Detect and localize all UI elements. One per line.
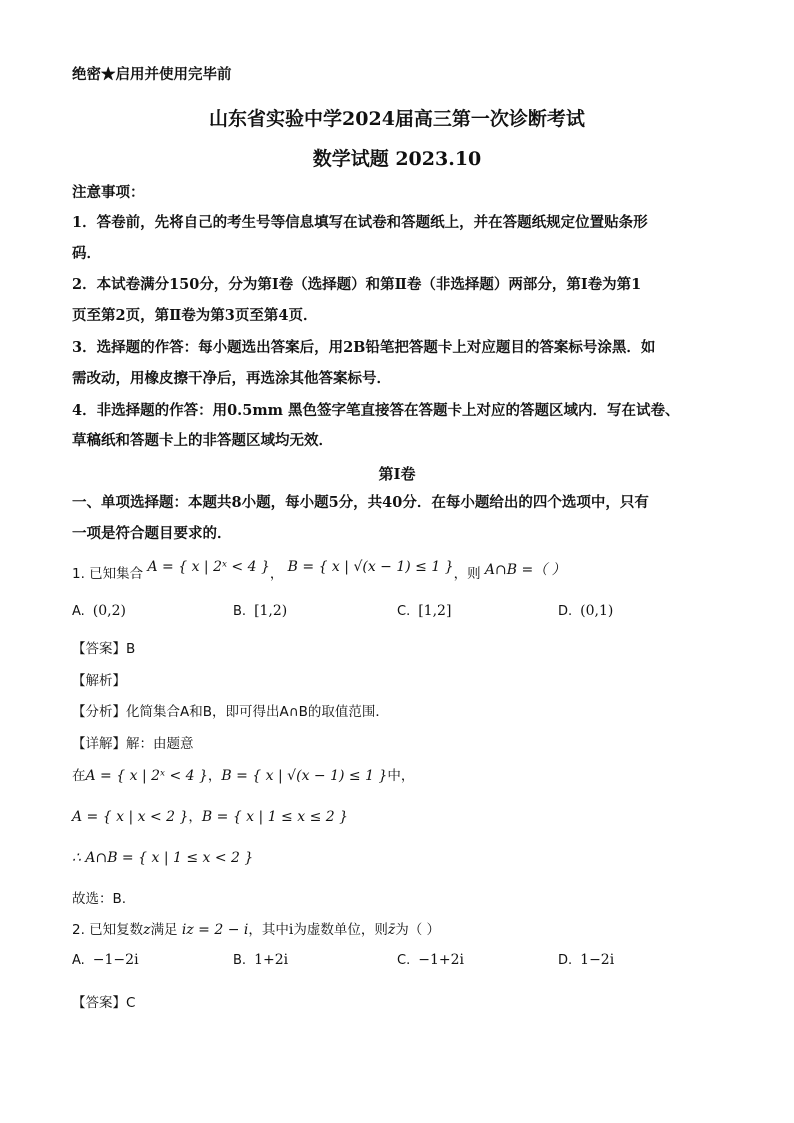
q2-option-a: A. −1−2i [72,952,139,968]
q1-solution-line-1: 在A = { x | 2ˣ < 4 }，B = { x | √(x − 1) ≤ 1 }中， [72,768,415,784]
q1-answer: 【答案】B [72,641,136,657]
q1-choose: 故选：B. [72,891,127,907]
question-2-stem: 2. 已知复数z满足 iz = 2 − i，其中i为虚数单位，则z̄为（ ） [72,922,441,938]
q1-set-b: B = { x | √(x − 1) ≤ 1 } [287,559,454,575]
q1-detail: 【详解】解：由题意 [72,736,194,752]
note-4-line-1: 4．非选择题的作答：用0.5mm 黑色签字笔直接答在答题卡上对应的答题区域内．写在试卷、 [72,402,680,419]
notes-heading: 注意事项： [72,184,145,201]
q2-option-c: C. −1+2i [397,952,464,968]
section-instructions-line-2: 一项是符合题目要求的． [72,525,232,542]
q1-fenxi: 【分析】化简集合A和B，即可得出A∩B的取值范围． [72,704,389,720]
q1-ask: A∩B =（ ） [484,562,566,578]
q1-solution-line-2: A = { x | x < 2 }，B = { x | 1 ≤ x ≤ 2 } [72,809,349,825]
q1-analysis-tag: 【解析】 [72,673,126,689]
q2-option-b: B. 1+2i [233,952,289,968]
note-3-line-1: 3．选择题的作答：每小题选出答案后，用2B铅笔把答题卡上对应题目的答案标号涂黑．如 [72,339,656,356]
question-1-stem [72,559,566,583]
section-instructions-line-1: 一、单项选择题：本题共8小题，每小题5分，共40分．在每小题给出的四个选项中，只有 [72,494,649,511]
q1-solution-line-3: ∴ A∩B = { x | 1 ≤ x < 2 } [72,850,254,866]
q1-prefix: 1. 已知集合 [72,566,144,582]
confidential-label: 绝密★启用并使用完毕前 [72,66,232,83]
note-2-line-1: 2．本试卷满分150分，分为第Ⅰ卷（选择题）和第Ⅱ卷（非选择题）两部分，第Ⅰ卷为第1 [72,276,642,293]
q1-option-c: C. [1,2] [397,603,452,619]
q1-suffix: ，则 [453,566,481,582]
q2-option-d: D. 1−2i [558,952,615,968]
q1-sep: ， [269,566,284,582]
note-1-line-2: 码． [72,245,101,262]
q2-answer: 【答案】C [72,995,136,1011]
q1-set-a: A = { x | 2ˣ < 4 } [147,559,270,575]
note-1-line-1: 1．答卷前，先将自己的考生号等信息填写在试卷和答题纸上，并在答题纸规定位置贴条形 [72,214,648,231]
note-4-line-2: 草稿纸和答题卡上的非答题区域均无效． [72,432,333,449]
note-2-line-2: 页至第2页，第Ⅱ卷为第3页至第4页． [72,307,318,324]
q1-option-b: B. [1,2) [233,603,288,619]
part-1-heading: 第Ⅰ卷 [378,465,416,483]
note-3-line-2: 需改动，用橡皮擦干净后，再选涂其他答案标号． [72,370,391,387]
exam-title: 山东省实验中学2024届高三第一次诊断考试 [209,108,585,130]
q1-option-d: D. (0,1) [558,603,614,619]
q1-option-a: A. (0,2) [72,603,126,619]
exam-subtitle: 数学试题 2023.10 [312,148,482,170]
